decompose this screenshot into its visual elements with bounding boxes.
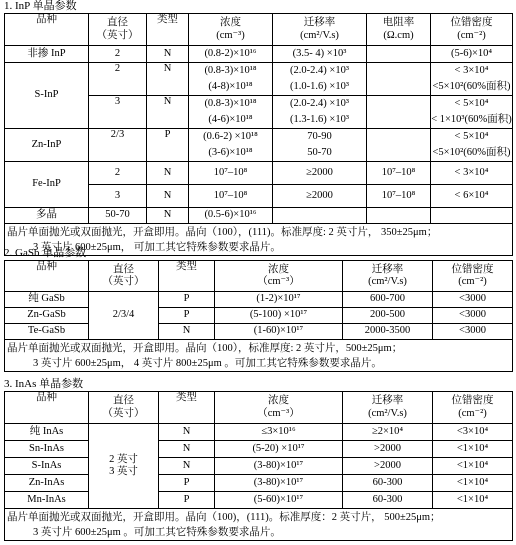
resistivity-cell: 10⁷–10⁸: [367, 185, 431, 208]
resistivity-cell: [367, 208, 431, 224]
dislocation-cell: <3000: [433, 324, 513, 340]
type-cell: N: [147, 63, 189, 96]
kind-cell: Te-GaSb: [5, 324, 89, 340]
concentration-cell: (5-100) ×10¹⁷: [215, 308, 343, 324]
header-concentration: 浓度 (cm⁻³): [189, 14, 273, 46]
type-cell: N: [147, 162, 189, 185]
dislocation-cell: <1×10⁴: [433, 441, 513, 458]
header-dislocation: 位错密度 (cm⁻²): [433, 392, 513, 424]
inp-header-row: [5, 14, 513, 46]
mobility-cell: (2.0-2.4) ×10³ (1.0-1.6) ×10³: [273, 63, 367, 96]
diameter-cell: 2: [89, 46, 147, 63]
resistivity-cell: [367, 63, 431, 96]
concentration-cell: ≤3×10¹⁶: [215, 424, 343, 441]
mobility-cell: ≥2000: [273, 185, 367, 208]
kind-cell: 纯 GaSb: [5, 292, 89, 308]
type-cell: N: [147, 208, 189, 224]
header-type: 类型: [147, 14, 189, 46]
mobility-cell: (3.5- 4) ×10³: [273, 46, 367, 63]
kind-cell: Zn-InP: [5, 129, 89, 162]
dislocation-cell: < 3×10⁴ <5×10²(60%面积): [431, 63, 513, 96]
diameter-cell: 2 英寸 3 英寸: [89, 424, 159, 509]
table-row: [5, 292, 513, 308]
kind-cell: Sn-InAs: [5, 441, 89, 458]
type-cell: N: [159, 324, 215, 340]
mobility-cell: 60-300: [343, 475, 433, 492]
dislocation-cell: < 5×10⁴ <5×10²(60%面积): [431, 129, 513, 162]
concentration-cell: 10⁷–10⁸: [189, 185, 273, 208]
gasb-title: 2. GaSb 单晶参数: [4, 247, 87, 259]
dislocation-cell: <3×10⁴: [433, 424, 513, 441]
diameter-cell: 2: [89, 162, 147, 185]
concentration-cell: (5-20) ×10¹⁷: [215, 441, 343, 458]
note-row: [5, 509, 513, 541]
header-dislocation: 位错密度 (cm⁻²): [433, 261, 513, 292]
inas-section: [4, 378, 512, 541]
concentration-cell: (0.8-3)×10¹⁸ (4-6)×10¹⁸: [189, 96, 273, 129]
type-cell: P: [159, 292, 215, 308]
mobility-cell: [273, 208, 367, 224]
resistivity-cell: [367, 129, 431, 162]
mobility-cell: 200-500: [343, 308, 433, 324]
table-row: [5, 492, 513, 509]
kind-cell: Fe-InP: [5, 162, 89, 208]
table-row: [5, 63, 513, 96]
table-row: [5, 162, 513, 185]
header-type: 类型: [159, 392, 215, 424]
kind-cell: 非掺 InP: [5, 46, 89, 63]
resistivity-cell: [367, 96, 431, 129]
dislocation-cell: <1×10⁴: [433, 475, 513, 492]
dislocation-cell: < 5×10⁴ < 1×10³(60%面积): [431, 96, 513, 129]
diameter-cell: 3: [89, 96, 147, 129]
gasb-header-row: [5, 261, 513, 292]
mobility-cell: 60-300: [343, 492, 433, 509]
inas-note: 晶片单面抛光或双面抛光，开盒即用。晶向（100)，(111)。标准厚度：2 英寸片， 500±25μm； 3 英寸片 600±25μm 。可加工其它特殊参数要求晶片。: [5, 509, 513, 541]
concentration-cell: (1-60)×10¹⁷: [215, 324, 343, 340]
mobility-cell: 2000-3500: [343, 324, 433, 340]
type-cell: N: [159, 441, 215, 458]
type-cell: N: [147, 96, 189, 129]
gasb-note: 晶片单面抛光或双面抛光，开盒即用。晶向（100），标准厚度: 2 英寸片，500±25μm； 3 英寸片 600±25μm， 4 英寸片 800±25μm 。可加工其它特殊参数要求晶片。: [5, 340, 513, 372]
type-cell: N: [159, 458, 215, 475]
type-cell: P: [147, 129, 189, 162]
inp-section: [4, 0, 512, 256]
table-row: [5, 129, 513, 162]
inas-header-row: [5, 392, 513, 424]
inp-note: 晶片单面抛光或双面抛光，开盒即用。晶向（100），(111)。标准厚度: 2 英寸片， 350±25μm； 3 英寸片 600±25μm， 可加工其它特殊参数要求晶片。: [5, 224, 513, 256]
inas-title: 3. InAs 单晶参数: [4, 378, 84, 390]
kind-cell: S-InP: [5, 63, 89, 129]
gasb-table: [4, 260, 513, 372]
header-mobility: 迁移率 (cm²/V.s): [343, 392, 433, 424]
type-cell: N: [147, 46, 189, 63]
table-row: [5, 475, 513, 492]
type-cell: P: [159, 475, 215, 492]
type-cell: P: [159, 308, 215, 324]
diameter-cell: 2/3/4: [89, 292, 159, 340]
mobility-cell: ≥2×10⁴: [343, 424, 433, 441]
dislocation-cell: <1×10⁴: [433, 458, 513, 475]
dislocation-cell: <3000: [433, 308, 513, 324]
header-diameter: 直径 （英寸）: [89, 392, 159, 424]
header-concentration: 浓度 （cm⁻³）: [215, 261, 343, 292]
concentration-cell: (0.5-6)×10¹⁶: [189, 208, 273, 224]
concentration-cell: (5-60)×10¹⁷: [215, 492, 343, 509]
diameter-cell: 50-70: [89, 208, 147, 224]
table-row: [5, 208, 513, 224]
diameter-cell: 2: [89, 63, 147, 96]
gasb-section: [4, 247, 512, 372]
inp-title: 1. InP 单晶参数: [4, 0, 77, 12]
dislocation-cell: <3000: [433, 292, 513, 308]
header-kind: 品种: [5, 14, 89, 46]
diameter-cell: 3: [89, 185, 147, 208]
dislocation-cell: < 6×10⁴: [431, 185, 513, 208]
header-dislocation: 位错密度 (cm⁻²): [431, 14, 513, 46]
resistivity-cell: 10⁷–10⁸: [367, 162, 431, 185]
table-row: [5, 441, 513, 458]
type-cell: N: [159, 424, 215, 441]
mobility-cell: >2000: [343, 458, 433, 475]
header-diameter: 直径 （英寸）: [89, 14, 147, 46]
inp-table: [4, 13, 513, 256]
header-resistivity: 电阻率 (Ω.cm): [367, 14, 431, 46]
dislocation-cell: (5-6)×10⁴: [431, 46, 513, 63]
mobility-cell: 600-700: [343, 292, 433, 308]
dislocation-cell: [431, 208, 513, 224]
concentration-cell: 10⁷–10⁸: [189, 162, 273, 185]
diameter-cell: 2/3: [89, 129, 147, 162]
concentration-cell: (3-80)×10¹⁷: [215, 458, 343, 475]
table-row: [5, 458, 513, 475]
header-type: 类型: [159, 261, 215, 292]
header-kind: 品种: [5, 392, 89, 424]
kind-cell: Mn-InAs: [5, 492, 89, 509]
mobility-cell: ≥2000: [273, 162, 367, 185]
table-row: [5, 308, 513, 324]
concentration-cell: (0.8-2)×10¹⁶: [189, 46, 273, 63]
mobility-cell: (2.0-2.4) ×10³ (1.3-1.6) ×10³: [273, 96, 367, 129]
table-row: [5, 324, 513, 340]
type-cell: N: [147, 185, 189, 208]
kind-cell: Zn-InAs: [5, 475, 89, 492]
header-mobility: 迁移率 (cm²/V.s): [343, 261, 433, 292]
type-cell: P: [159, 492, 215, 509]
mobility-cell: 70-90 50-70: [273, 129, 367, 162]
concentration-cell: (0.8-3)×10¹⁸ (4-8)×10¹⁸: [189, 63, 273, 96]
header-mobility: 迁移率 (cm²/V.s): [273, 14, 367, 46]
inas-table: [4, 391, 513, 541]
resistivity-cell: [367, 46, 431, 63]
kind-cell: 多晶: [5, 208, 89, 224]
table-row: [5, 424, 513, 441]
dislocation-cell: <1×10⁴: [433, 492, 513, 509]
concentration-cell: (1-2)×10¹⁷: [215, 292, 343, 308]
kind-cell: Zn-GaSb: [5, 308, 89, 324]
concentration-cell: (3-80)×10¹⁷: [215, 475, 343, 492]
kind-cell: S-InAs: [5, 458, 89, 475]
header-diameter: 直径 （英寸）: [89, 261, 159, 292]
table-row: [5, 46, 513, 63]
header-concentration: 浓度 （cm⁻³）: [215, 392, 343, 424]
concentration-cell: (0.6-2) ×10¹⁸ (3-6)×10¹⁸: [189, 129, 273, 162]
mobility-cell: >2000: [343, 441, 433, 458]
header-kind: 品种: [5, 261, 89, 292]
kind-cell: 纯 InAs: [5, 424, 89, 441]
note-row: [5, 340, 513, 372]
dislocation-cell: < 3×10⁴: [431, 162, 513, 185]
